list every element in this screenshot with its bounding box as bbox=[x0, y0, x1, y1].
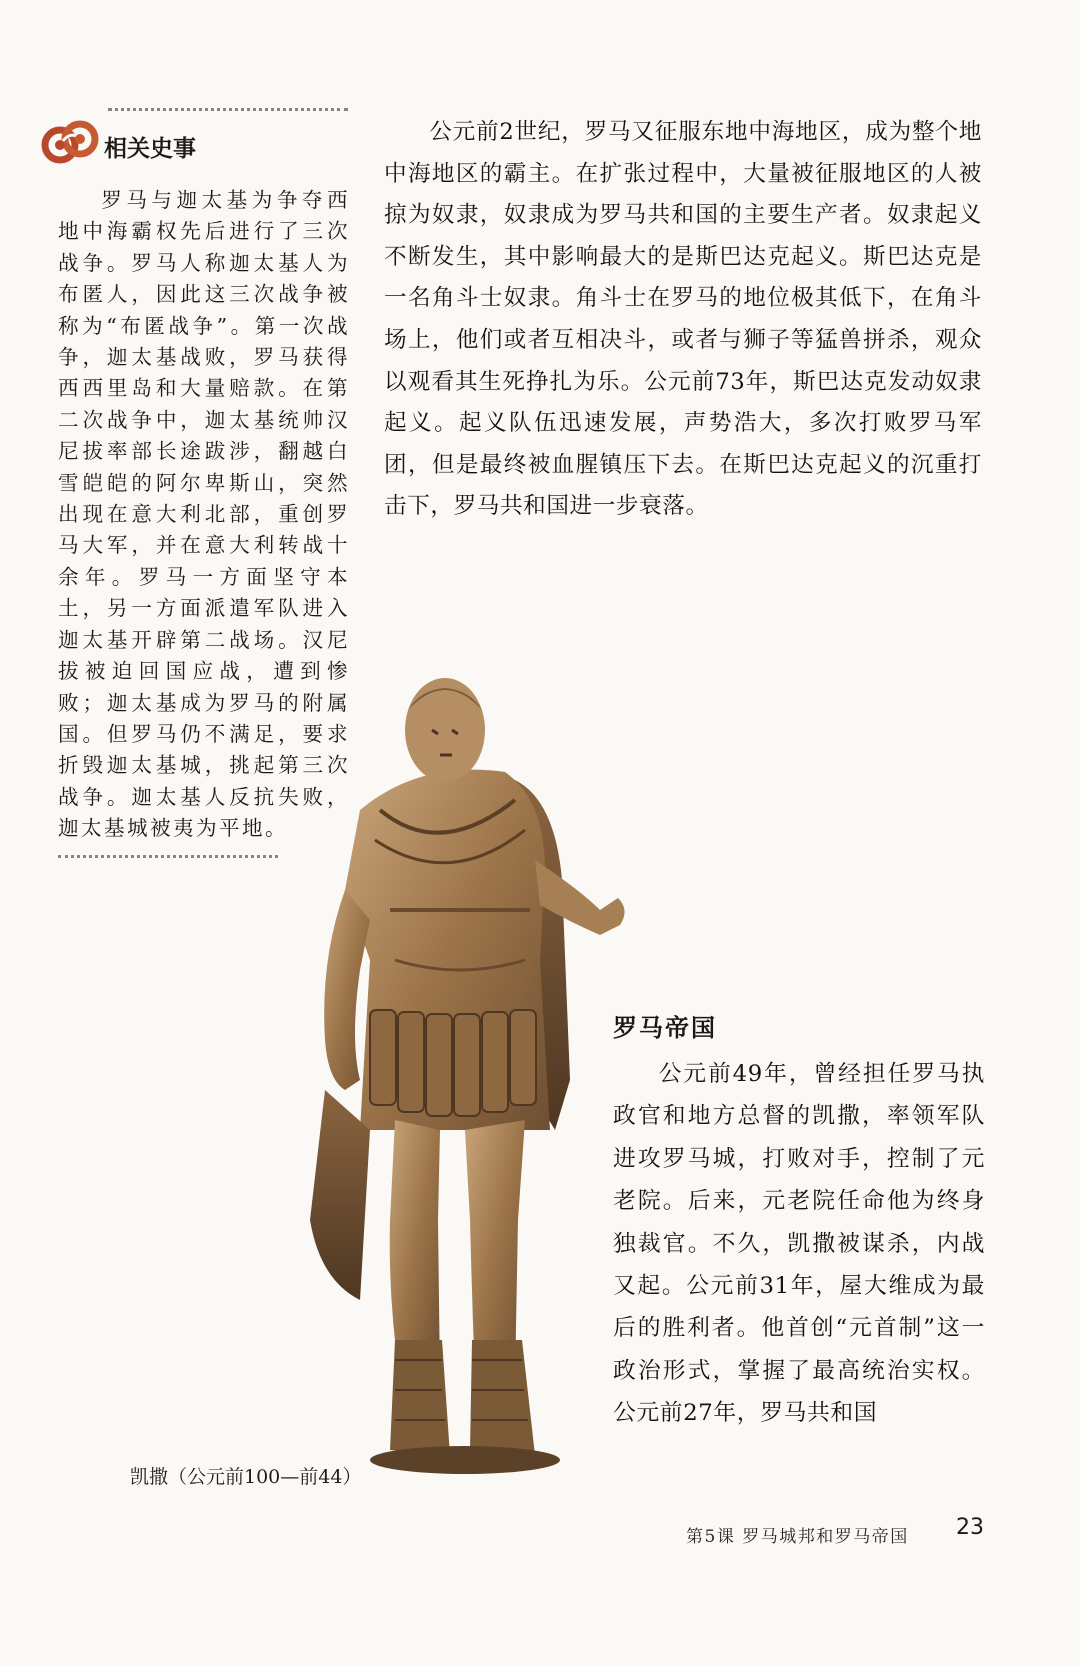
section-heading: 罗马帝国 bbox=[613, 1014, 717, 1042]
statue-caption: 凯撒（公元前100—前44） bbox=[130, 1466, 362, 1488]
sidebar-header bbox=[40, 115, 350, 171]
lesson-running-header: 第5课 罗马城邦和罗马帝国 bbox=[686, 1527, 909, 1547]
page-number: 23 bbox=[956, 1515, 984, 1540]
sidebar-top-divider bbox=[108, 108, 348, 111]
sidebar-bottom-divider bbox=[58, 855, 278, 858]
roman-empire-paragraph: 公元前49年，曾经担任罗马执政官和地方总督的凯撒，率领军队进攻罗马城，打败对手，控制了元老院。后来，元老院任命他为终身独裁官。不久，凯撒被谋杀，内战又起。公元前31年，屋大维成为最后的胜利者。他首创“元首制”这一政治形式，掌握了最高统治实权。公元前27年，罗马共和国 bbox=[613, 1061, 985, 1427]
spartacus-paragraph: 公元前2世纪，罗马又征服东地中海地区，成为整个地中海地区的霸主。在扩张过程中，大量被征服地区的人被掠为奴隶，奴隶成为罗马共和国的主要生产者。奴隶起义不断发生，其中影响最大的是斯巴达克起义。斯巴达克是一名角斗士奴隶。角斗士在罗马的地位极其低下，在角斗场上，他们或者互相决斗，或者与狮子等猛兽拼杀，观众以观看其生死挣扎为乐。公元前73年，斯巴达克发动奴隶起义。起义队伍迅速发展，声势浩大，多次打败罗马军团，但是最终被血腥镇压下去。在斯巴达克起义的沉重打击下，罗马共和国进一步衰落。 bbox=[384, 119, 982, 520]
spiral-emblem-icon bbox=[40, 115, 100, 171]
sidebar-body-text: 罗马与迦太基为争夺西地中海霸权先后进行了三次战争。罗马人称迦太基人为布匿人，因此这三次战争被称为“布匿战争”。第一次战争，迦太基战败，罗马获得西西里岛和大量赔款。在第二次战争中，迦太基统帅汉尼拔率部长途跋涉，翻越白雪皑皑的阿尔卑斯山，突然出现在意大利北部，重创罗马大军，并在意大利转战十余年。罗马一方面坚守本土，另一方面派遣军队进入迦太基开辟第二战场。汉尼拔被迫回国应战，遭到惨败；迦太基成为罗马的附属国。但罗马仍不满足，要求折毁迦太基城，挑起第三次战争。迦太基人反抗失败，迦太基城被夷为平地。 bbox=[58, 188, 350, 841]
sidebar-title: 相关史事 bbox=[104, 135, 196, 162]
